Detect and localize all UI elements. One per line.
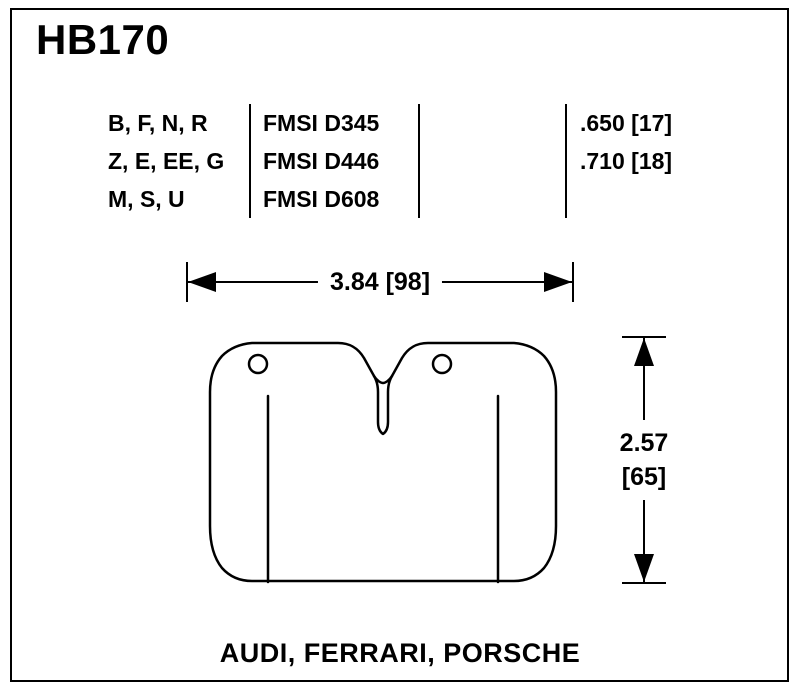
height-dimension-label bbox=[620, 420, 669, 500]
width-dimension bbox=[186, 262, 574, 302]
fmsi-row: FMSI D608 bbox=[263, 186, 380, 212]
arrow-right-icon bbox=[544, 272, 572, 292]
compound-column bbox=[108, 104, 243, 218]
table-divider-3 bbox=[565, 104, 567, 218]
compound-row: M, S, U bbox=[108, 186, 185, 212]
height-extension-line-bottom bbox=[622, 582, 666, 584]
arrow-up-icon bbox=[634, 338, 654, 366]
fmsi-row: FMSI D446 bbox=[263, 148, 380, 174]
vehicle-applications: AUDI, FERRARI, PORSCHE bbox=[219, 638, 581, 668]
compound-row: B, F, N, R bbox=[108, 110, 208, 136]
compound-row: Z, E, EE, G bbox=[108, 148, 225, 174]
thickness-row: .650 [17] bbox=[580, 110, 673, 136]
thickness-row: .710 [18] bbox=[580, 148, 673, 174]
fmsi-row: FMSI D345 bbox=[263, 110, 380, 136]
part-number: HB170 bbox=[36, 16, 170, 63]
arrow-down-icon bbox=[634, 554, 654, 582]
width-dimension-label: 3.84 [98] bbox=[318, 262, 442, 302]
brake-pad-outline-drawing bbox=[178, 330, 588, 592]
arrow-left-icon bbox=[188, 272, 216, 292]
spec-table bbox=[108, 104, 700, 218]
thickness-column bbox=[580, 104, 740, 218]
width-extension-line-right bbox=[572, 262, 574, 302]
table-divider-1 bbox=[249, 104, 251, 218]
height-inches-value: 2.57 bbox=[619, 429, 669, 457]
height-dimension bbox=[619, 336, 669, 584]
fmsi-column bbox=[263, 104, 413, 218]
height-mm-value: [65] bbox=[621, 463, 667, 491]
table-divider-2 bbox=[418, 104, 420, 218]
